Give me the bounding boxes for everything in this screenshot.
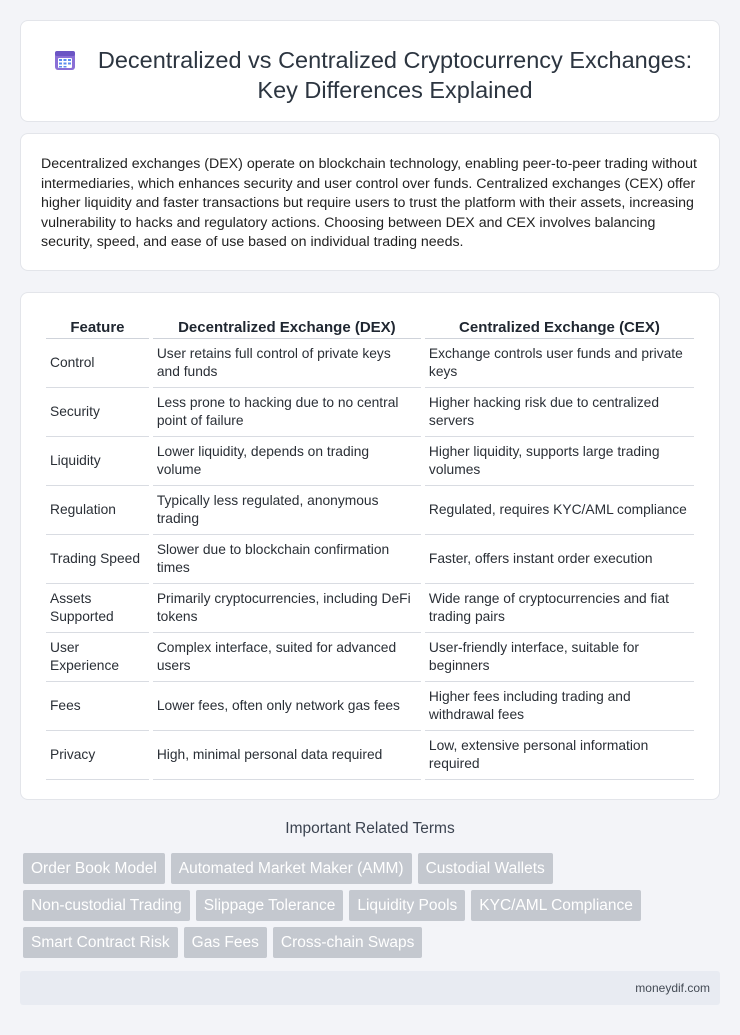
cex-cell: Higher liquidity, supports large trading volumes	[425, 437, 694, 486]
header-cex: Centralized Exchange (CEX)	[425, 313, 694, 339]
dex-cell: Less prone to hacking due to no central point of failure	[153, 388, 421, 437]
header-feature: Feature	[46, 313, 149, 339]
term-tag[interactable]: Gas Fees	[184, 927, 267, 958]
term-tag[interactable]: Automated Market Maker (AMM)	[171, 853, 412, 884]
term-tag[interactable]: Cross-chain Swaps	[273, 927, 423, 958]
title-card	[20, 20, 720, 122]
cex-cell: User-friendly interface, suitable for beginners	[425, 633, 694, 682]
cex-cell: Exchange controls user funds and private keys	[425, 339, 694, 388]
dex-cell: Lower liquidity, depends on trading volume	[153, 437, 421, 486]
calendar-icon	[53, 48, 77, 72]
cex-cell: Wide range of cryptocurrencies and fiat trading pairs	[425, 584, 694, 633]
header-dex: Decentralized Exchange (DEX)	[153, 313, 421, 339]
term-tag[interactable]: Non-custodial Trading	[23, 890, 190, 921]
related-terms-tags	[23, 853, 723, 964]
cex-cell: Higher hacking risk due to centralized servers	[425, 388, 694, 437]
footer	[20, 971, 720, 1005]
feature-cell: Control	[46, 339, 149, 388]
cex-cell: Higher fees including trading and withdrawal fees	[425, 682, 694, 731]
term-tag[interactable]: KYC/AML Compliance	[471, 890, 641, 921]
cex-cell: Low, extensive personal information required	[425, 731, 694, 780]
table-row	[46, 486, 694, 535]
cex-cell: Regulated, requires KYC/AML compliance	[425, 486, 694, 535]
dex-cell: High, minimal personal data required	[153, 731, 421, 780]
term-tag[interactable]: Order Book Model	[23, 853, 165, 884]
dex-cell: Primarily cryptocurrencies, including DeFi tokens	[153, 584, 421, 633]
term-tag[interactable]: Custodial Wallets	[418, 853, 553, 884]
dex-cell: Slower due to blockchain confirmation times	[153, 535, 421, 584]
cex-cell: Faster, offers instant order execution	[425, 535, 694, 584]
feature-cell: Fees	[46, 682, 149, 731]
page-title: Decentralized vs Centralized Cryptocurrency Exchanges: Key Differences Explained	[97, 47, 693, 103]
term-tag[interactable]: Smart Contract Risk	[23, 927, 178, 958]
feature-cell: Assets Supported	[46, 584, 149, 633]
table-row	[46, 731, 694, 780]
feature-cell: User Experience	[46, 633, 149, 682]
term-tag[interactable]: Slippage Tolerance	[196, 890, 344, 921]
feature-cell: Liquidity	[46, 437, 149, 486]
tag-row	[23, 927, 723, 958]
feature-cell: Security	[46, 388, 149, 437]
table-row	[46, 388, 694, 437]
table-header-row	[46, 313, 694, 339]
related-terms-title: Important Related Terms	[285, 820, 455, 837]
table-row	[46, 584, 694, 633]
tag-row	[23, 890, 723, 921]
dex-cell: Complex interface, suited for advanced users	[153, 633, 421, 682]
tag-row	[23, 853, 723, 884]
footer-site[interactable]: moneydif.com	[635, 981, 710, 995]
table-row	[46, 535, 694, 584]
comparison-card	[20, 292, 720, 800]
table-row	[46, 682, 694, 731]
dex-cell: Typically less regulated, anonymous trading	[153, 486, 421, 535]
comparison-table	[42, 313, 698, 780]
feature-cell: Privacy	[46, 731, 149, 780]
table-row	[46, 437, 694, 486]
term-tag[interactable]: Liquidity Pools	[349, 890, 465, 921]
table-row	[46, 633, 694, 682]
intro-paragraph: Decentralized exchanges (DEX) operate on blockchain technology, enabling peer-to-peer trading without intermediaries, which enhances security and user control over funds. Centralized exchanges (CEX) offer higher liquidity and faster transactions but require users to trust the platform with their assets, increasing vulnerability to hacks and regulatory actions. Choosing between DEX and CEX involves balancing security, speed, and ease of use based on individual trading needs.	[41, 156, 697, 250]
feature-cell: Trading Speed	[46, 535, 149, 584]
intro-card	[20, 133, 720, 271]
feature-cell: Regulation	[46, 486, 149, 535]
dex-cell: Lower fees, often only network gas fees	[153, 682, 421, 731]
dex-cell: User retains full control of private keys and funds	[153, 339, 421, 388]
table-row	[46, 339, 694, 388]
